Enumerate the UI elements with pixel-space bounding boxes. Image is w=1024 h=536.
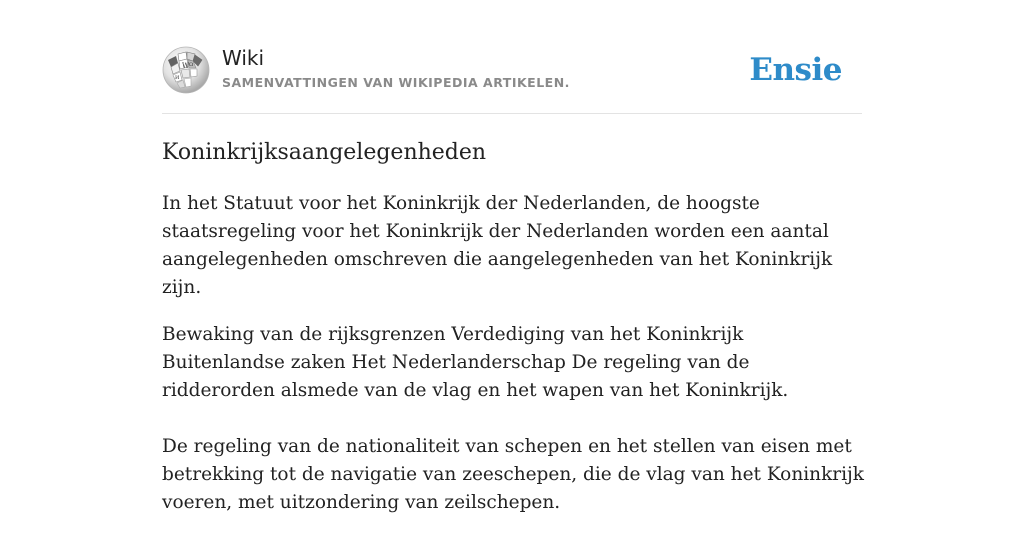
site-header: [162, 0, 862, 114]
svg-text:И: И: [175, 75, 180, 81]
wikipedia-globe-icon[interactable]: [162, 46, 210, 94]
ensie-logo[interactable]: Ensie: [749, 52, 842, 88]
page: [162, 0, 864, 513]
page-title: Koninkrijksaangelegenheden: [162, 140, 487, 165]
article-paragraph: De regeling van de nationaliteit van schepen en het stellen van eisen met betrekking tot de navigatie van zeeschepen, die de vlag van het Koninkrijk voeren, met uitzondering van zeilschepen.: [162, 436, 864, 513]
article-paragraph: In het Statuut voor het Koninkrijk der Nederlanden, de hoogste staatsregeling voor het Koninkrijk der Nederlanden worden een aantal aangelegenheden omschreven die aangelegenheden van het Koninkrijk zijn.: [162, 193, 833, 298]
site-tagline: SAMENVATTINGEN VAN WIKIPEDIA ARTIKELEN.: [222, 75, 570, 90]
svg-text:W: W: [182, 62, 190, 70]
article-body: [162, 190, 868, 536]
svg-text:Ω: Ω: [189, 62, 194, 68]
site-name[interactable]: Wiki: [222, 46, 265, 70]
article-paragraph: Bewaking van de rijksgrenzen Verdediging van het Koninkrijk Buitenlandse zaken Het Nederlanderschap De regeling van de ridderorden alsmede van de vlag en het wapen van het Koninkrijk.: [162, 324, 789, 401]
